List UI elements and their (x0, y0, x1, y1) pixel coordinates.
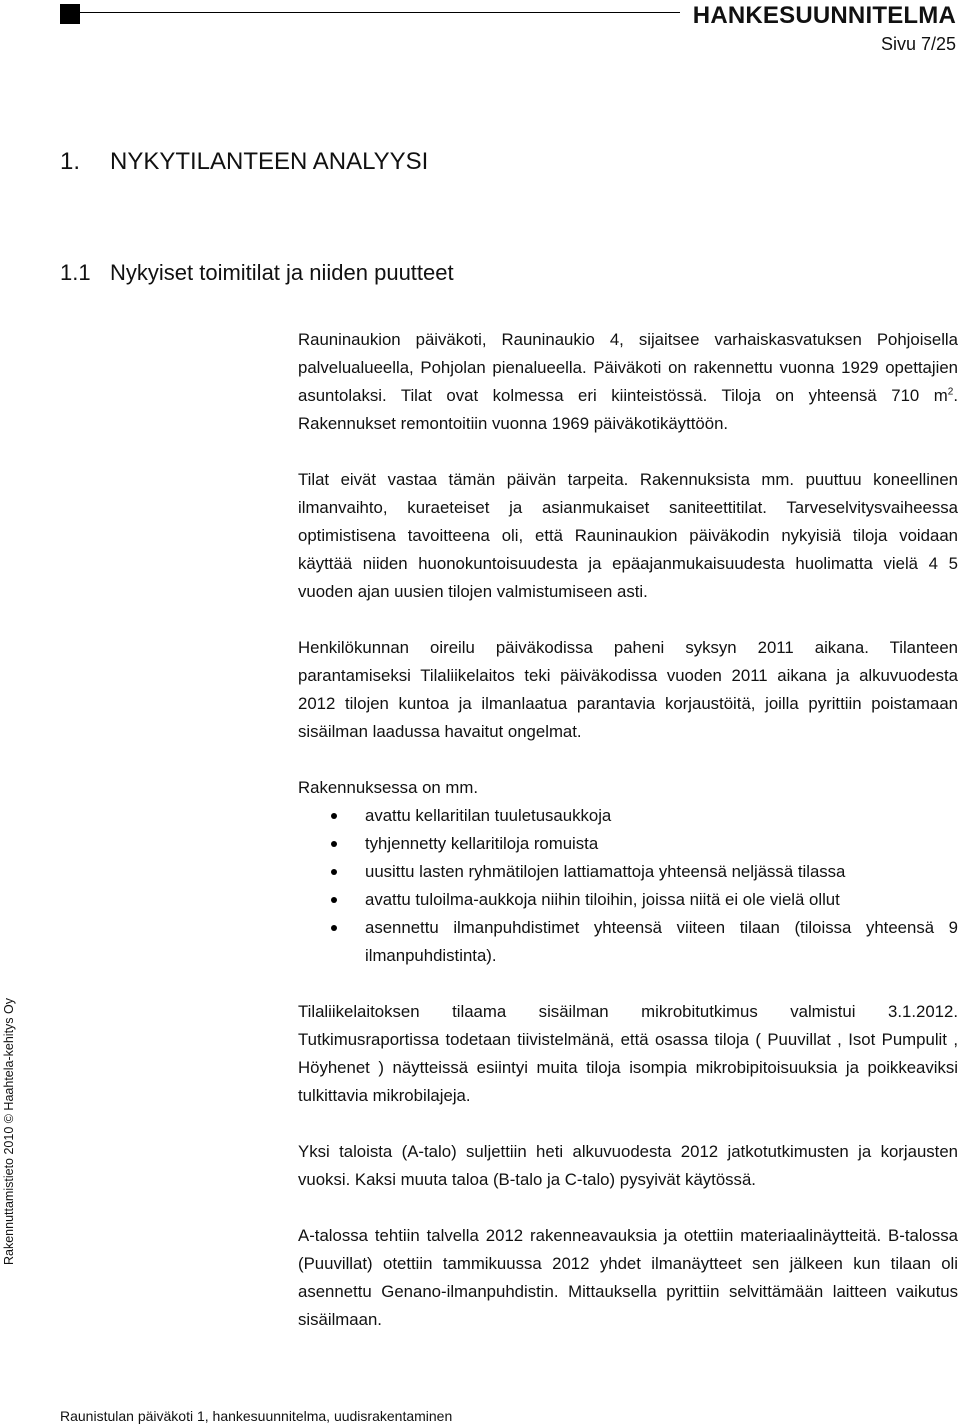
document-title: HANKESUUNNITELMA (692, 2, 956, 29)
bullet-icon (331, 897, 337, 903)
paragraph-1-text: Rauninaukion päiväkoti, Rauninaukio 4, sijaitsee varhaiskasvatuksen Pohjoisella palvelualueella, Pohjolan pienalueella. Päiväkoti on rakennettu vuonna 1929 opettajien asuntolaksi. Tilat ovat kolmessa eri kiinteistössä. Tiloja on yhteensä 710 m (298, 330, 958, 405)
list-item-text: asennettu ilmanpuhdistimet yhteensä viiteen tilaan (tiloissa yhteensä 9 ilmanpuhdistinta). (365, 918, 958, 965)
paragraph-4-text: Rakennuksessa on mm. (298, 778, 479, 797)
subsection-heading (60, 260, 454, 286)
superscript-2: 2 (947, 386, 954, 398)
paragraph-1-text-end: . Rakennukset remontoitiin vuonna 1969 päiväkotikäyttöön. (298, 386, 958, 433)
header-rule (80, 12, 680, 13)
list-item (298, 830, 958, 858)
list-item-text: avattu tuloilma-aukkoja niihin tiloihin, joissa niitä ei ole vielä ollut (365, 890, 840, 909)
bullet-list (298, 802, 958, 970)
list-item-text: uusittu lasten ryhmätilojen lattiamattoja yhteensä neljässä tilassa (365, 862, 846, 881)
paragraph-6 (298, 1138, 958, 1194)
paragraph-4 (298, 774, 958, 802)
section-heading (60, 148, 428, 176)
bullet-icon (331, 869, 337, 875)
page-number: Sivu 7/25 (880, 34, 956, 54)
list-item (298, 802, 958, 830)
bullet-icon (331, 813, 337, 819)
copyright-sidebar: Rakennuttamistieto 2010 © Haahtela-kehitys Oy (2, 998, 16, 1265)
list-item (298, 886, 958, 914)
list-item (298, 914, 958, 970)
subsection-title: Nykyiset toimitilat ja niiden puutteet (110, 260, 454, 285)
paragraph-5 (298, 998, 958, 1110)
subsection-number: 1.1 (60, 260, 91, 285)
section-number: 1. (60, 148, 81, 175)
paragraph-1 (298, 326, 958, 438)
section-title: NYKYTILANTEEN ANALYYSI (110, 148, 429, 175)
paragraph-3-text: Henkilökunnan oireilu päiväkodissa paheni syksyn 2011 aikana. Tilanteen parantamiseksi Tilaliikelaitos teki päiväkodissa vuoden 2011 aikana ja alkuvuodesta 2012 tilojen kuntoa ja ilmanlaatua parantavia korjaustöitä, joilla pyrittiin poistamaan sisäilman laadussa havaitut ongelmat. (298, 638, 958, 741)
paragraph-5-text: Tilaliikelaitoksen tilaama sisäilman mikrobitutkimus valmistui 3.1.2012. Tutkimusraportissa todetaan tiivistelmänä, että osassa tiloja ( Puuvillat , Isot Pumpulit , Höyhenet ) näytteissä esiintyi muita tiloja isompia mikrobipitoisuuksia ja poikkeaviksi tulkittavia mikrobilajeja. (298, 1002, 958, 1105)
list-item-text: avattu kellaritilan tuuletusaukkoja (365, 806, 612, 825)
paragraph-6-text: Yksi taloista (A-talo) suljettiin heti alkuvuodesta 2012 jatkotutkimusten ja korjausten vuoksi. Kaksi muuta taloa (B-talo ja C-talo) pysyivät käytössä. (298, 1142, 958, 1189)
bullet-icon (331, 925, 337, 931)
paragraph-2 (298, 466, 958, 606)
paragraph-7 (298, 1222, 958, 1334)
header-square-mark (60, 4, 80, 24)
list-item (298, 858, 958, 886)
paragraph-3 (298, 634, 958, 746)
list-item-text: tyhjennetty kellaritiloja romuista (365, 834, 599, 853)
footer-text: Raunistulan päiväkoti 1, hankesuunnitelma, uudisrakentaminen (60, 1408, 453, 1424)
paragraph-2-text: Tilat eivät vastaa tämän päivän tarpeita. Rakennuksista mm. puuttuu koneellinen ilmanvaihto, kuraeteiset ja asianmukaiset saniteettitilat. Tarveselvitysvaiheessa optimistisena tavoitteena oli, että Rauninaukion päiväkodin nykyisiä tiloja voidaan käyttää niiden huonokuntoisuudesta ja epäajanmukaisuudesta huolimatta vielä 4 5 vuoden ajan uusien tilojen valmistumiseen asti. (298, 470, 958, 601)
bullet-icon (331, 841, 337, 847)
paragraph-7-text: A-talossa tehtiin talvella 2012 rakenneavauksia ja otettiin materiaalinäytteitä. B-talossa (Puuvillat) otettiin tammikuussa 2012 yhdet ilmanäytteet sen jälkeen kun tilaan oli asennettu Genano-ilmanpuhdistin. Mittauksella pyrittiin selvittämään laitteen vaikutus sisäilmaan. (298, 1226, 958, 1329)
